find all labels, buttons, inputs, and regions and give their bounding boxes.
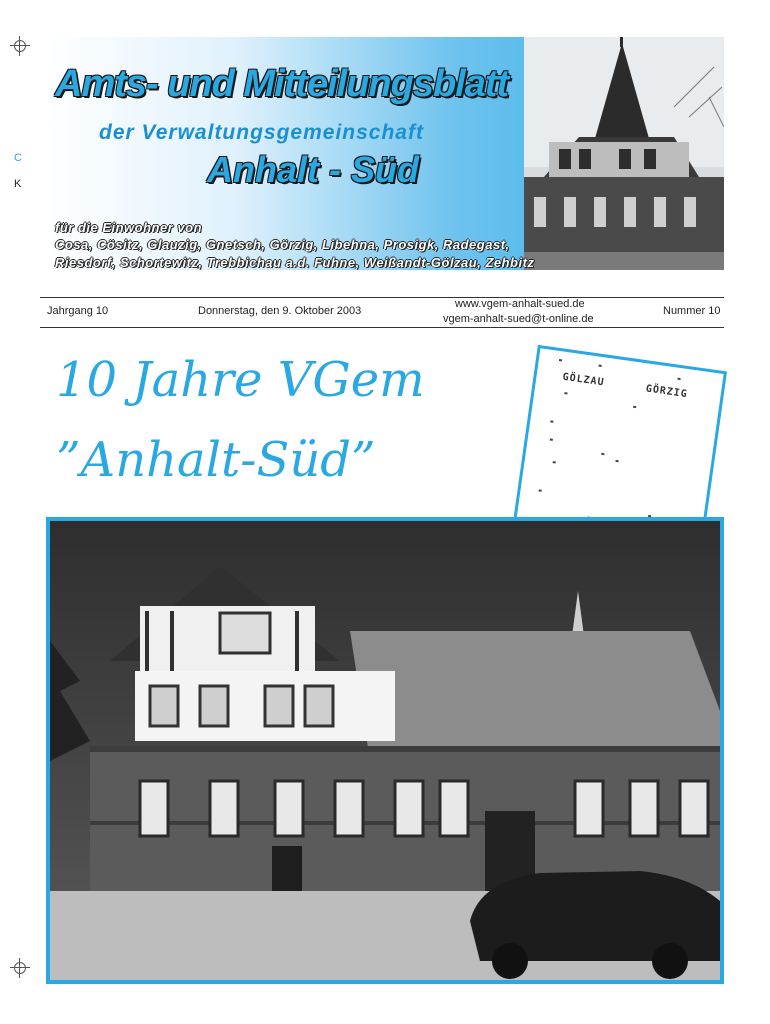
- masthead-subtitle: der Verwaltungsgemeinschaft: [99, 121, 424, 144]
- issue-date: Donnerstag, den 9. Oktober 2003: [198, 305, 362, 317]
- main-photo-frame: [46, 517, 724, 984]
- document-speck: [564, 392, 567, 394]
- headline-line-1: 10 Jahre VGem: [56, 352, 425, 408]
- masthead-region-name: Anhalt - Süd: [207, 149, 419, 190]
- info-bar-bottom-rule: [40, 327, 724, 328]
- masthead-towns-line-1: Cosa, Cösitz, Glauzig, Gnetsch, Görzig, Libehna, Prosigk, Radegast,: [55, 237, 510, 252]
- volume-label: Jahrgang 10: [47, 305, 109, 317]
- document-speck: [601, 453, 604, 455]
- document-speck: [539, 489, 542, 491]
- masthead-building-photo: [524, 37, 724, 270]
- website-link[interactable]: www.vgem-anhalt-sued.de: [455, 298, 585, 310]
- ink-mark-cyan: C: [14, 152, 22, 164]
- document-stamp-right: GÖRZIG: [645, 383, 689, 401]
- registration-mark-bottom: [10, 958, 30, 978]
- document-speck: [633, 406, 636, 408]
- issue-number: Nummer 10: [663, 305, 721, 317]
- headline-line-2: ”Anhalt-Süd”: [56, 432, 376, 488]
- masthead-title: Amts- und Mitteilungsblatt: [55, 63, 509, 105]
- document-speck: [598, 365, 601, 367]
- document-speck: [559, 359, 562, 361]
- info-bar-top-rule: [40, 297, 724, 298]
- masthead-audience-label: für die Einwohner von: [55, 220, 203, 235]
- masthead-towns-line-2: Riesdorf, Schortewitz, Trebbichau a.d. Fuhne, Weißandt-Gölzau, Zehbitz: [55, 255, 535, 270]
- email-link[interactable]: vgem-anhalt-sued@t-online.de: [443, 313, 594, 325]
- document-speck: [677, 378, 680, 380]
- document-speck: [553, 461, 556, 463]
- ink-mark-black: K: [14, 178, 22, 190]
- document-speck: [550, 420, 553, 422]
- document-speck: [615, 460, 618, 462]
- main-building-photo: [50, 521, 720, 980]
- registration-mark-top: [10, 36, 30, 56]
- document-speck: [550, 438, 553, 440]
- masthead: [47, 37, 724, 270]
- document-stamp-left: GÖLZAU: [561, 371, 606, 389]
